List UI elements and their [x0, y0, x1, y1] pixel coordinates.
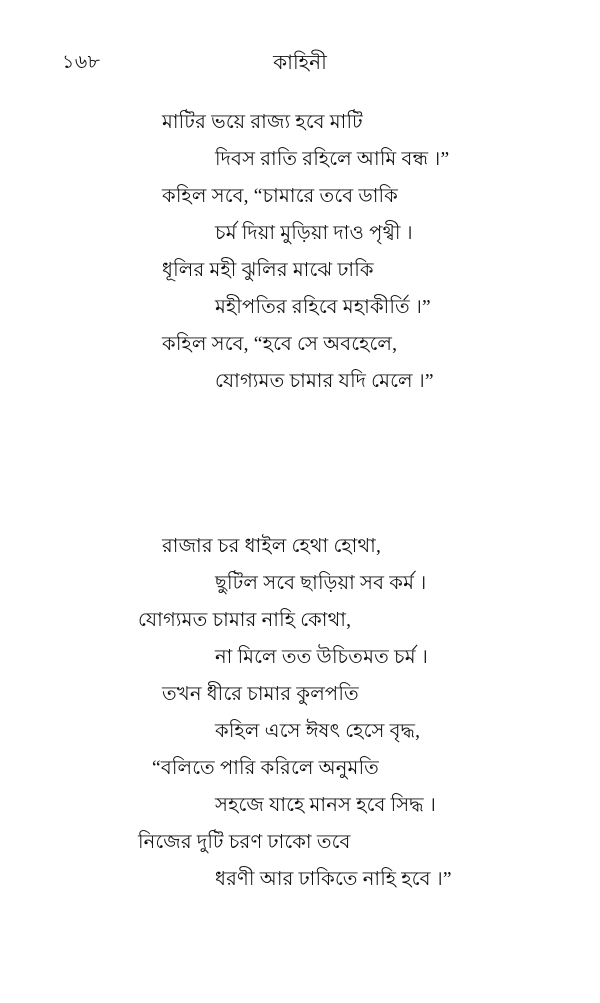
poem-line: যোগ্যমত চামার নাহি কোথা,	[138, 610, 352, 631]
poem-line: ধরণী আর ঢাকিতে নাহি হবে ।”	[215, 869, 452, 890]
page-number: ১৬৮	[62, 52, 101, 73]
poem-line: রাজার চর ধাইল হেথা হোথা,	[162, 536, 382, 557]
poem-line: কহিল সবে, “হবে সে অবহেলে,	[162, 334, 398, 355]
poem-line: মহীপতির রহিবে মহাকীর্তি ।”	[215, 297, 431, 318]
poem-line: তখন ধীরে চামার কুলপতি	[162, 684, 359, 705]
poem-line: ছুটিল সবে ছাড়িয়া সব কর্ম ।	[215, 573, 427, 594]
poem-line: নিজের দুটি চরণ ঢাকো তবে	[138, 832, 351, 853]
poem-line: কহিল সবে, “চামারে তবে ডাকি	[162, 186, 398, 207]
poem-body	[0, 104, 600, 898]
stanza-2	[0, 528, 600, 898]
stanza-1	[0, 104, 600, 400]
page-header	[0, 48, 600, 82]
running-title: কাহিনী	[273, 52, 327, 74]
poem-line: “বলিতে পারি করিলে অনুমতি	[152, 758, 379, 779]
poem-line: সহজে যাহে মানস হবে সিদ্ধ ।	[215, 795, 437, 816]
poem-line: মাটির ভয়ে রাজ্য হবে মাটি	[162, 112, 363, 133]
poem-line: কহিল এসে ঈষৎ হেসে বৃদ্ধ,	[215, 721, 421, 742]
poem-line: না মিলে তত উচিতমত চর্ম ।	[215, 647, 429, 668]
poem-line: দিবস রাতি রহিলে আমি বন্ধ ।”	[215, 149, 450, 170]
poem-line: চর্ম দিয়া মুড়িয়া দাও পৃথ্বী ।	[215, 223, 413, 244]
poem-line: যোগ্যমত চামার যদি মেলে ।”	[215, 371, 434, 392]
poem-line: ধূলির মহী ঝুলির মাঝে ঢাকি	[162, 260, 374, 281]
